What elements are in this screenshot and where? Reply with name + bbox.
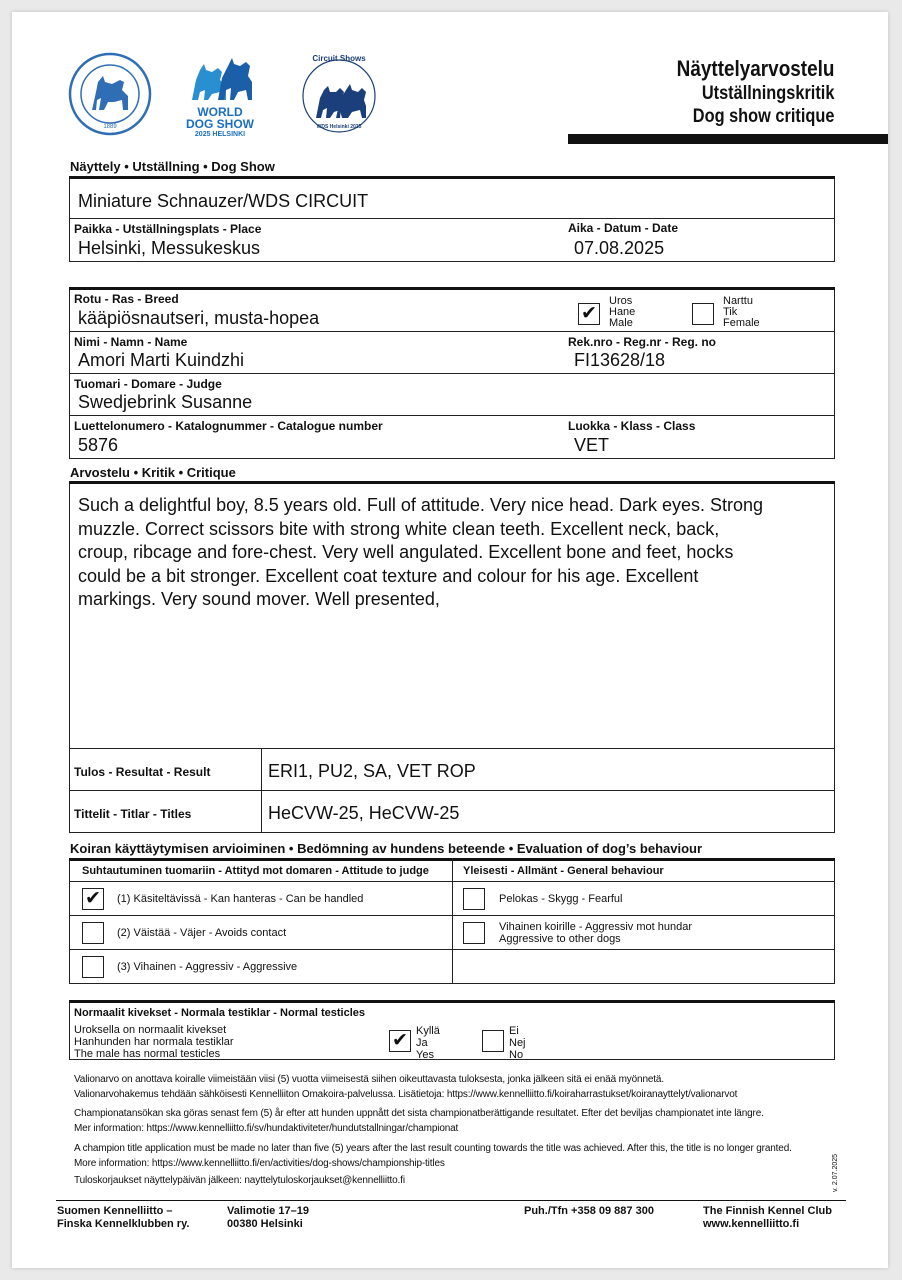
dog-box-topbar xyxy=(69,287,835,290)
place-value: Helsinki, Messukeskus xyxy=(78,238,261,258)
testicles-no-checkbox[interactable] xyxy=(482,1030,504,1052)
fine-print-line: Tuloskorjaukset näyttelypäivän jälkeen: nayttelytuloskorjaukset@kennelliitto.fi xyxy=(74,1175,405,1186)
critique-sheet xyxy=(12,12,888,1268)
title-fi: Näyttelyarvostelu xyxy=(676,56,834,81)
dog-name-label: Nimi - Namn - Name xyxy=(74,335,188,349)
behaviour-judge-option-1-checkbox[interactable]: ✔ xyxy=(82,888,104,910)
result-divider-mid xyxy=(69,790,835,791)
show-divider xyxy=(69,218,835,219)
behaviour-general-option-1-checkbox[interactable] xyxy=(463,888,485,910)
wds-logo-line3: 2025 HELSINKI xyxy=(194,131,246,138)
female-checkbox[interactable] xyxy=(692,303,714,325)
footer-divider xyxy=(56,1200,846,1201)
wds-logo-line1: WORLD xyxy=(197,105,243,119)
judge-value: Swedjebrink Susanne xyxy=(78,392,253,412)
critique-section-title: Arvostelu • Kritik • Critique xyxy=(70,465,236,480)
class-label: Luokka - Klass - Class xyxy=(568,419,696,433)
place-label: Paikka - Utställningsplats - Place xyxy=(74,222,262,236)
reg-value: FI13628/18 xyxy=(574,350,666,370)
titles-value: HeCVW-25, HeCVW-25 xyxy=(268,803,460,823)
fine-print-line: A champion title application must be made no later than five (5) years after the last result counting towards the title was achieved. After this, the title is no longer granted. xyxy=(74,1143,792,1154)
behaviour-general-option-2-checkbox[interactable] xyxy=(463,922,485,944)
critique-box-topbar xyxy=(69,481,835,484)
titles-label: Tittelit - Titlar - Titles xyxy=(74,807,192,821)
kennel-club-logo xyxy=(68,52,152,136)
fine-print-line: Championatansökan ska göras senast fem (5) år efter att hunden uppnått det sista championatberättigande resultatet. Efter det beviljas championatet inte längre. xyxy=(74,1108,764,1119)
title-sv: Utställningskritik xyxy=(701,83,834,104)
behaviour-judge-option-2-label: (2) Väistää - Väjer - Avoids contact xyxy=(117,927,287,939)
behaviour-section-title: Koiran käyttäytymisen arvioiminen • Bedömning av hundens beteende • Evaluation of dog’s behaviour xyxy=(70,841,703,856)
testicles-label: Normaalit kivekset - Normala testiklar - Normal testicles xyxy=(74,1007,366,1019)
behaviour-judge-option-2-checkbox[interactable] xyxy=(82,922,104,944)
behaviour-row-divider-1 xyxy=(69,915,835,916)
version-label: v. 2.07.2025 xyxy=(832,1153,839,1192)
dog-divider-2 xyxy=(69,373,835,374)
testicles-box-topbar xyxy=(69,1000,835,1003)
critique-text xyxy=(78,494,763,612)
result-value: ERI1, PU2, SA, VET ROP xyxy=(268,761,476,781)
behaviour-general-option-1-label: Pelokas - Skygg - Fearful xyxy=(499,893,623,905)
date-label: Aika - Datum - Date xyxy=(568,221,679,235)
female-label: Narttu Tik Female xyxy=(723,295,760,329)
dog-name-value: Amori Marti Kuindzhi xyxy=(78,350,245,370)
footer-org: Suomen Kennelliitto – Finska Kennelklubben ry. xyxy=(57,1205,190,1230)
critique-line: muzzle. Correct scissors bite with strong white clean teeth. Excellent neck, back, xyxy=(78,518,720,539)
behaviour-col2-header: Yleisesti - Allmänt - General behaviour xyxy=(463,865,664,877)
critique-line: markings. Very sound mover. Well presented, xyxy=(78,589,440,609)
result-divider-top xyxy=(69,748,835,749)
behaviour-general-option-2-label: Vihainen koirille - Aggressiv mot hundar Aggressive to other dogs xyxy=(499,921,693,945)
fine-print-line: Valionarvohakemus tehdään sähköisesti Kennelliiton Omakoira-palvelussa. Lisätietoja: https://www.kennelliitto.fi/koiraharrastukset/koiranayttelyt/valionarvot xyxy=(74,1089,738,1100)
male-checkbox[interactable]: ✔ xyxy=(578,303,600,325)
circuit-shows-logo xyxy=(300,52,378,136)
show-section-title: Näyttely • Utställning • Dog Show xyxy=(70,159,275,174)
footer-english-name: The Finnish Kennel Club www.kennelliitto.fi xyxy=(703,1205,832,1230)
testicles-yes-label: Kyllä Ja Yes xyxy=(416,1025,440,1061)
critique-line: could be a bit stronger. Excellent coat texture and colour for his age. Excellent xyxy=(78,565,699,586)
show-name: Miniature Schnauzer/WDS CIRCUIT xyxy=(78,191,369,211)
testicles-description: Uroksella on normaalit kivekset Hanhunden har normala testiklar The male has normal testicles xyxy=(74,1024,234,1060)
behaviour-col1-header: Suhtautuminen tuomariin - Attityd mot domaren - Attitude to judge xyxy=(82,865,429,877)
behaviour-judge-option-1-label: (1) Käsiteltävissä - Kan hanteras - Can be handled xyxy=(117,893,364,905)
class-value: VET xyxy=(574,435,610,455)
behaviour-row-divider-2 xyxy=(69,949,835,950)
catalogue-value: 5876 xyxy=(78,435,119,455)
footer-address: Valimotie 17–19 00380 Helsinki xyxy=(227,1205,309,1230)
catalogue-label: Luettelonumero - Katalognummer - Catalogue number xyxy=(74,419,383,433)
kennel-logo-year: 1889 xyxy=(103,124,117,130)
dog-divider-1 xyxy=(69,331,835,332)
wds-logo-line2: DOG SHOW xyxy=(186,117,254,131)
behaviour-header-divider xyxy=(69,881,835,882)
fine-print-line: More information: https://www.kennelliitto.fi/en/activities/dog-shows/championship-titles xyxy=(74,1158,445,1169)
behaviour-judge-option-3-checkbox[interactable] xyxy=(82,956,104,978)
critique-line: Such a delightful boy, 8.5 years old. Full of attitude. Very nice head. Dark eyes. Strong xyxy=(78,495,764,515)
testicles-yes-checkbox[interactable]: ✔ xyxy=(389,1030,411,1052)
fine-print-line: Valionarvo on anottava koiralle viimeistään viisi (5) vuotta viimeisestä siihen oikeuttavasta tuloksesta, jonka jälkeen sitä ei enää myönnetä. xyxy=(74,1074,664,1085)
dog-divider-3 xyxy=(69,415,835,416)
critique-line: croup, ribcage and fore-chest. Very well angulated. Excellent bone and feet, hocks xyxy=(78,542,734,562)
fine-print-line: Mer information: https://www.kennelliitto.fi/sv/hundaktiviteter/hundutstallningar/championat xyxy=(74,1123,459,1134)
title-en: Dog show critique xyxy=(692,106,834,127)
title-underline xyxy=(568,134,888,144)
breed-value: kääpiösnautseri, musta-hopea xyxy=(78,308,320,328)
result-label: Tulos - Resultat - Result xyxy=(74,765,211,779)
circuit-logo-top: Circuit Shows xyxy=(312,54,366,63)
date-value: 07.08.2025 xyxy=(574,238,665,258)
behaviour-col-divider xyxy=(452,858,453,984)
breed-label: Rotu - Ras - Breed xyxy=(74,292,179,306)
testicles-no-label: Ei Nej No xyxy=(509,1025,526,1061)
circuit-logo-bottom: WDS Helsinki 2025 xyxy=(316,124,362,130)
behaviour-judge-option-3-label: (3) Vihainen - Aggressiv - Aggressive xyxy=(117,961,298,973)
reg-label: Rek.nro - Reg.nr - Reg. no xyxy=(568,335,717,349)
judge-label: Tuomari - Domare - Judge xyxy=(74,377,222,391)
show-box-topbar xyxy=(69,176,835,179)
world-dog-show-logo xyxy=(178,50,262,140)
footer-phone: Puh./Tfn +358 09 887 300 xyxy=(524,1205,654,1217)
male-label: Uros Hane Male xyxy=(609,295,636,329)
